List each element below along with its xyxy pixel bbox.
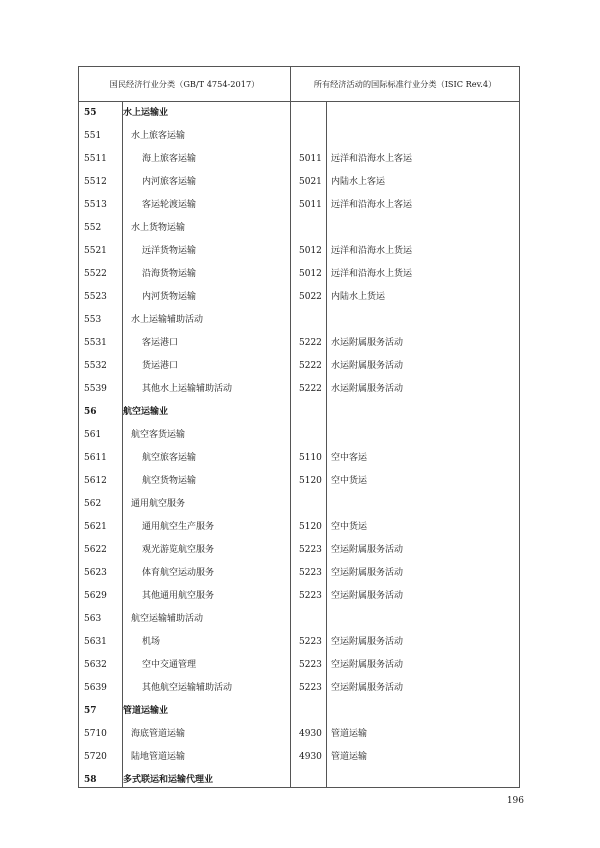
table-row [79,332,519,355]
gb-category-name: 航空旅客运输 [142,453,197,463]
gb-code: 563 [84,614,102,624]
isic-code: 5011 [299,154,322,164]
table-row [79,654,519,677]
isic-description: 空中货运 [331,522,368,532]
gb-code: 5513 [84,200,107,210]
gb-code: 551 [84,131,102,141]
table-row [79,723,519,746]
table-row [79,148,519,171]
gb-code: 561 [84,430,102,440]
gb-category-name: 管道运输业 [123,706,169,716]
isic-code: 5120 [299,522,322,532]
isic-code: 5012 [299,246,322,256]
isic-description: 管道运输 [331,752,368,762]
gb-code: 5511 [84,154,107,164]
isic-description: 水运附属服务活动 [331,361,404,371]
isic-code: 5222 [299,338,322,348]
gb-category-name: 水上运输辅助活动 [131,315,204,325]
table-row [79,539,519,562]
isic-description: 水运附属服务活动 [331,384,404,394]
gb-code: 5522 [84,269,107,279]
isic-code: 4930 [299,729,322,739]
gb-category-name: 航空货物运输 [142,476,197,486]
gb-category-name: 体育航空运动服务 [142,568,215,578]
gb-code: 5523 [84,292,107,302]
gb-category-name: 机场 [142,637,161,647]
gb-code: 5521 [84,246,107,256]
isic-description: 空中客运 [331,453,368,463]
isic-description: 远洋和沿海水上客运 [331,154,413,164]
table-row [79,378,519,401]
page-number: 196 [506,796,524,806]
table-row [79,171,519,194]
gb-category-name: 远洋货物运输 [142,246,197,256]
table-row [79,401,519,424]
gb-code: 5532 [84,361,107,371]
gb-category-name: 水上货物运输 [131,223,186,233]
gb-category-name: 其他通用航空服务 [142,591,215,601]
isic-code: 4930 [299,752,322,762]
gb-category-name: 沿海货物运输 [142,269,197,279]
table-row [79,470,519,493]
gb-code: 5710 [84,729,107,739]
gb-category-name: 水上运输业 [123,108,169,118]
gb-code: 5531 [84,338,107,348]
isic-code: 5110 [299,453,322,463]
gb-code: 5629 [84,591,107,601]
table-row [79,286,519,309]
gb-category-name: 通用航空生产服务 [142,522,215,532]
isic-code: 5223 [299,568,322,578]
isic-code: 5012 [299,269,322,279]
gb-code: 56 [84,407,97,417]
gb-category-name: 航空客货运输 [131,430,186,440]
isic-description: 空中货运 [331,476,368,486]
isic-description: 内陆水上客运 [331,177,386,187]
isic-description: 空运附属服务活动 [331,660,404,670]
isic-code: 5011 [299,200,322,210]
gb-category-name: 空中交通管理 [142,660,197,670]
table-row [79,447,519,470]
gb-category-name: 客运轮渡运输 [142,200,197,210]
gb-category-name: 陆地管道运输 [131,752,186,762]
table-row [79,746,519,769]
table-row [79,700,519,723]
table-row [79,562,519,585]
gb-category-name: 货运港口 [142,361,179,371]
gb-category-name: 观光游览航空服务 [142,545,215,555]
gb-code: 5612 [84,476,107,486]
gb-category-name: 通用航空服务 [131,499,186,509]
isic-code: 5222 [299,361,322,371]
gb-category-name: 海底管道运输 [131,729,186,739]
isic-code: 5223 [299,591,322,601]
table-row [79,585,519,608]
gb-category-name: 其他航空运输辅助活动 [142,683,233,693]
isic-description: 管道运输 [331,729,368,739]
isic-description: 内陆水上货运 [331,292,386,302]
isic-code: 5223 [299,660,322,670]
table-row [79,355,519,378]
table-row [79,125,519,148]
gb-category-name: 其他水上运输辅助活动 [142,384,233,394]
gb-code: 552 [84,223,102,233]
table-row [79,677,519,700]
gb-category-name: 内河货物运输 [142,292,197,302]
header-right: 所有经济活动的国际标准行业分类（ISIC Rev.4） [313,79,497,89]
isic-code: 5222 [299,384,322,394]
isic-code: 5223 [299,683,322,693]
isic-description: 远洋和沿海水上货运 [331,269,413,279]
table-row [79,194,519,217]
isic-description: 空运附属服务活动 [331,568,404,578]
isic-code: 5223 [299,545,322,555]
gb-code: 553 [84,315,102,325]
gb-category-name: 水上旅客运输 [131,131,186,141]
gb-code: 5720 [84,752,107,762]
table-row [79,608,519,631]
isic-code: 5223 [299,637,322,647]
isic-code: 5120 [299,476,322,486]
gb-category-name: 多式联运和运输代理业 [123,775,214,785]
gb-category-name: 客运港口 [142,338,179,348]
isic-description: 空运附属服务活动 [331,683,404,693]
gb-code: 5512 [84,177,107,187]
gb-code: 5631 [84,637,107,647]
table-row [79,240,519,263]
isic-description: 远洋和沿海水上货运 [331,246,413,256]
isic-description: 水运附属服务活动 [331,338,404,348]
table-row [79,769,519,792]
table-row [79,102,519,125]
gb-code: 562 [84,499,102,509]
gb-code: 57 [84,706,97,716]
table-row [79,263,519,286]
isic-description: 空运附属服务活动 [331,545,404,555]
gb-code: 55 [84,108,97,118]
header-left: 国民经济行业分类（GB/T 4754-2017） [109,79,260,89]
gb-code: 5639 [84,683,107,693]
gb-category-name: 航空运输辅助活动 [131,614,204,624]
gb-code: 5611 [84,453,107,463]
gb-code: 58 [84,775,97,785]
table-row [79,493,519,516]
isic-description: 空运附属服务活动 [331,637,404,647]
gb-code: 5632 [84,660,107,670]
table-row [79,631,519,654]
gb-code: 5623 [84,568,107,578]
classification-table [78,66,520,788]
isic-code: 5021 [299,177,322,187]
gb-code: 5622 [84,545,107,555]
table-row [79,516,519,539]
gb-category-name: 航空运输业 [123,407,169,417]
table-row [79,309,519,332]
isic-code: 5022 [299,292,322,302]
gb-category-name: 内河旅客运输 [142,177,197,187]
gb-code: 5539 [84,384,107,394]
isic-description: 空运附属服务活动 [331,591,404,601]
table-row [79,217,519,240]
table-row [79,424,519,447]
isic-description: 远洋和沿海水上客运 [331,200,413,210]
gb-code: 5621 [84,522,107,532]
gb-category-name: 海上旅客运输 [142,154,197,164]
